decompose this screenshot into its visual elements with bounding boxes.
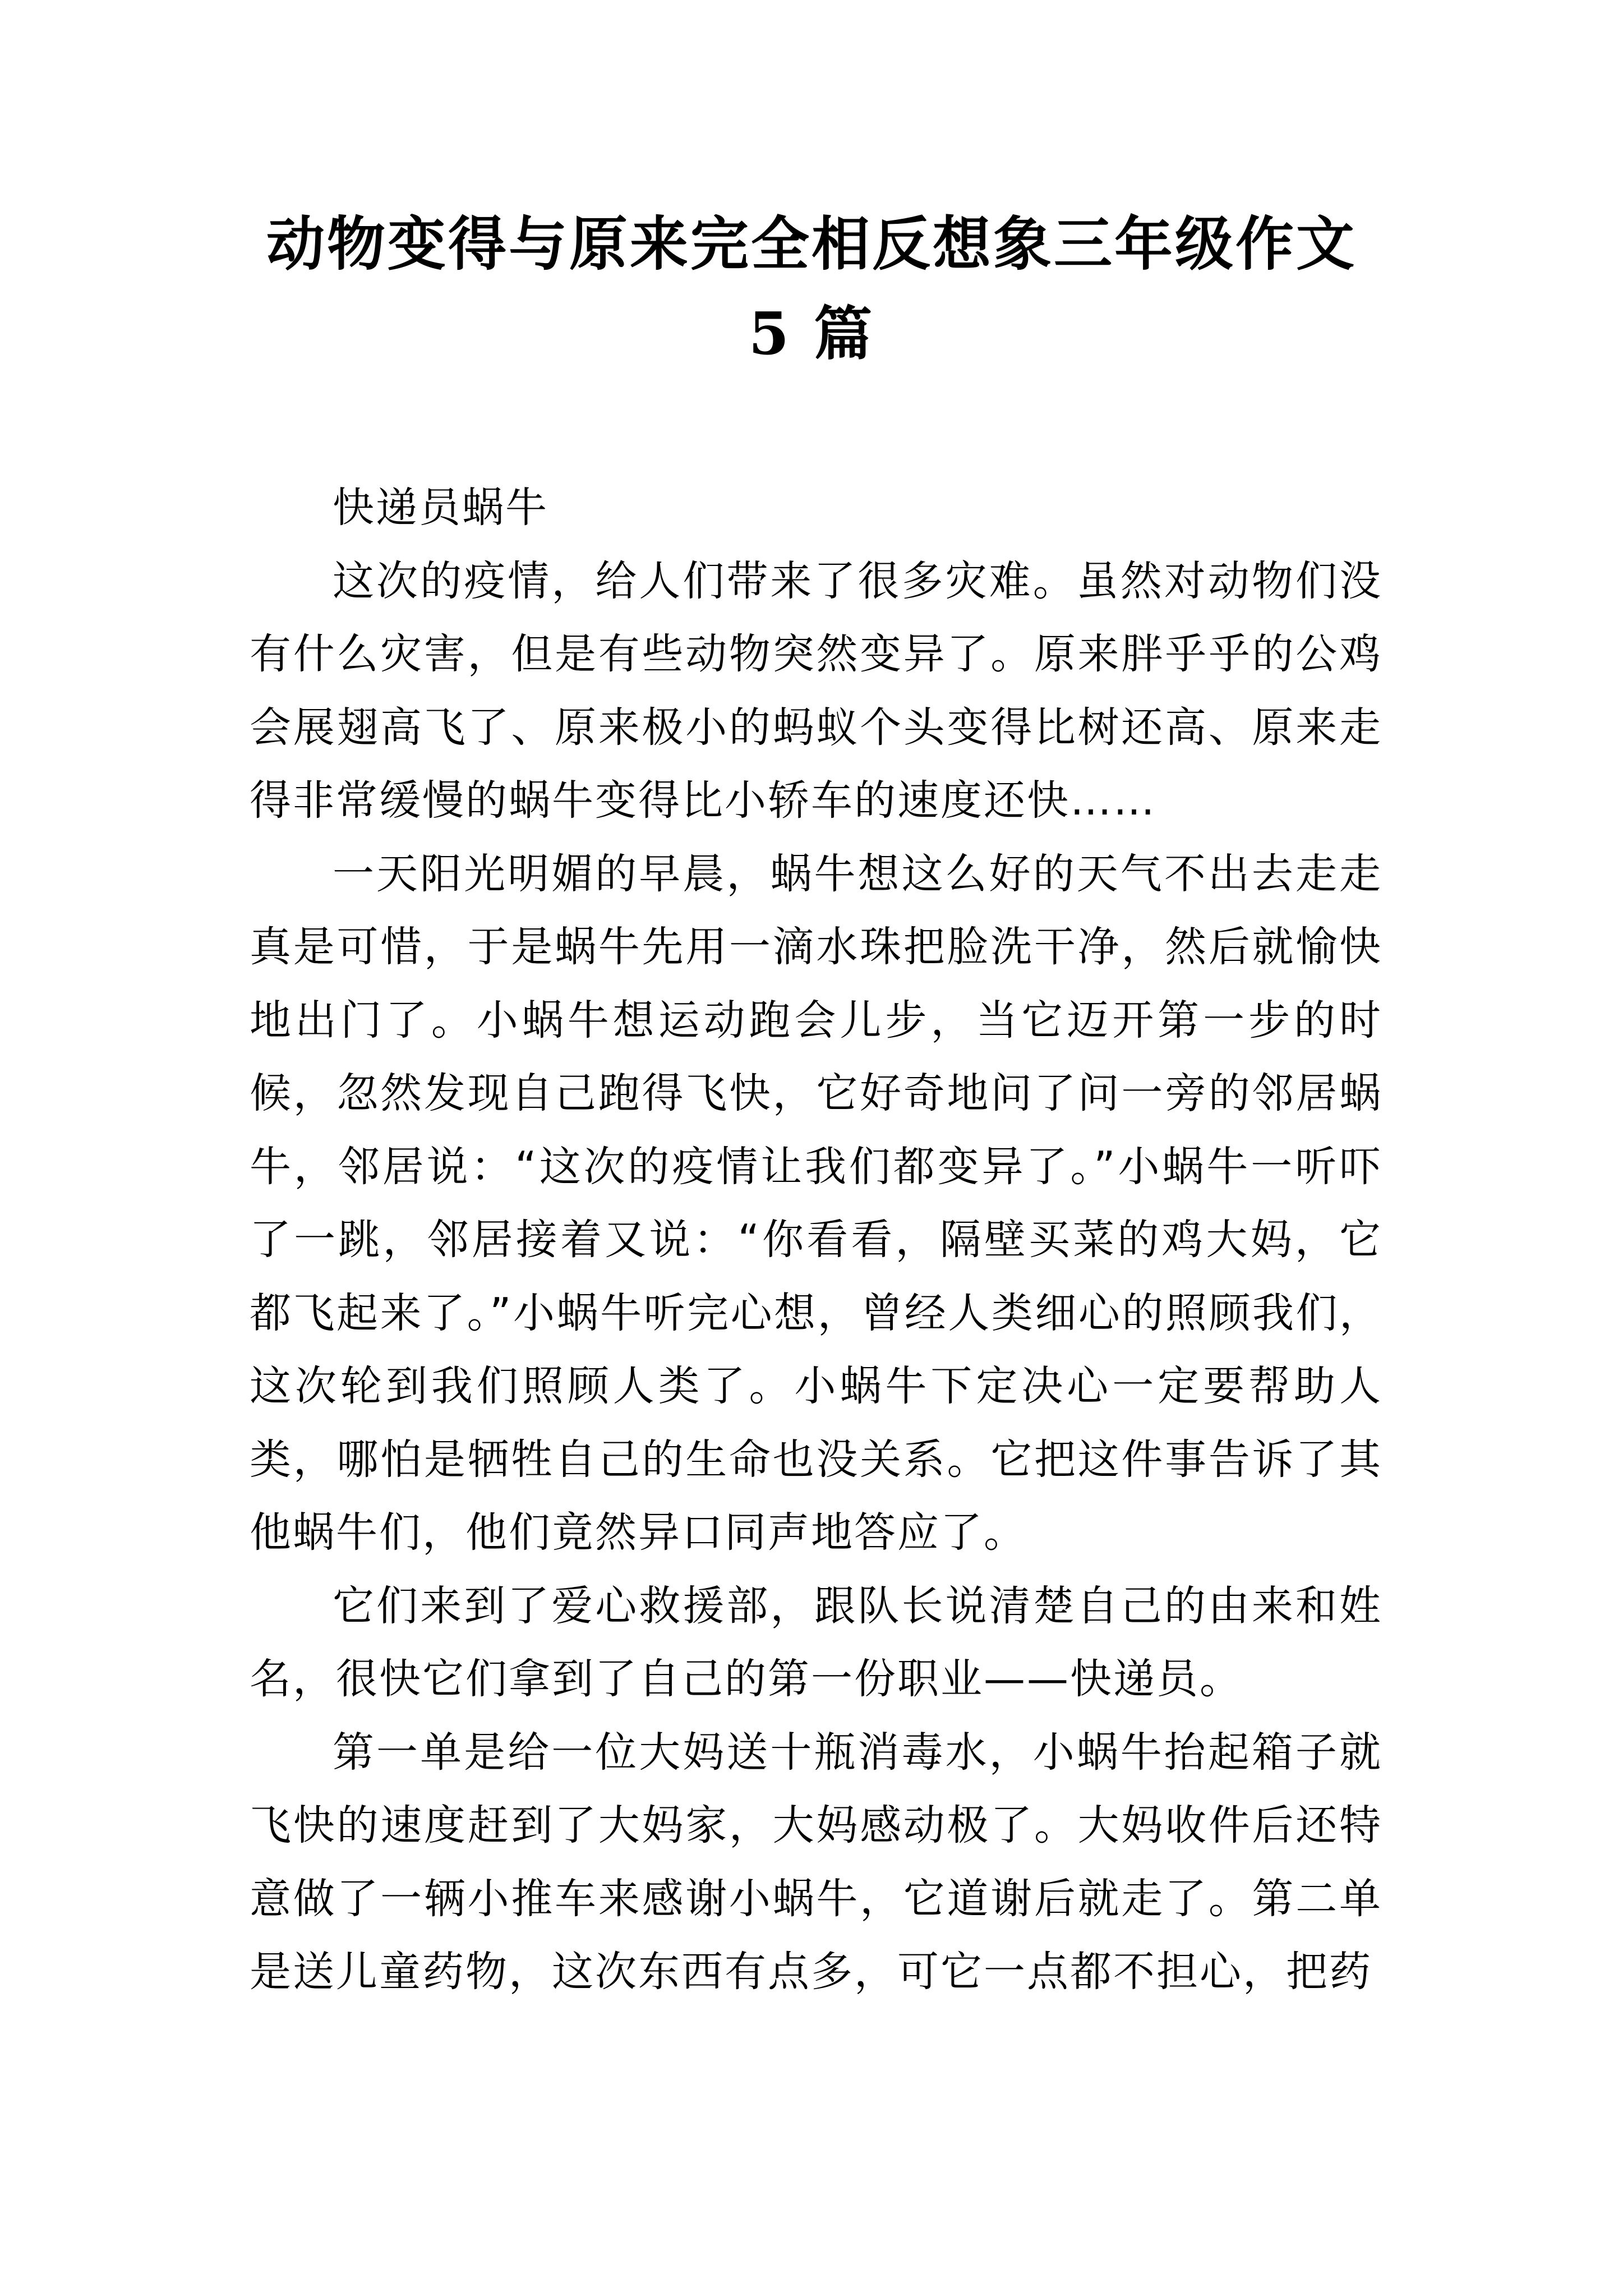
section-heading: 快递员蜗牛: [333, 484, 548, 532]
document-body: [250, 471, 1382, 2009]
title-line-2: 5 篇: [748, 299, 875, 368]
document-title: [236, 199, 1387, 379]
paragraph: 一天阳光明媚的早晨，蜗牛想这么好的天气不出去走走真是可惜，于是蜗牛先用一滴水珠把脸洗干净，然后就愉快地出门了。小蜗牛想运动跑会儿步，当它迈开第一步的时候，忽然发现自己跑得飞快，它好奇地问了问一旁的邻居蜗牛，邻居说：“这次的疫情让我们都变异了。”小蜗牛一听吓了一跳，邻居接着又说：“你看看，隔壁买菜的鸡大妈，它都飞起来了。”小蜗牛听完心想，曾经人类细心的照顾我们，这次轮到我们照顾人类了。小蜗牛下定决心一定要帮助人类，哪怕是牺牲自己的生命也没关系。它把这件事告诉了其他蜗牛们，他们竟然异口同声地答应了。: [250, 849, 1382, 1557]
title-line-1: 动物变得与原来完全相反想象三年级作文: [266, 209, 1357, 278]
paragraph: 它们来到了爱心救援部，跟队长说清楚自己的由来和姓名，很快它们拿到了自己的第一份职业——快递员。: [250, 1581, 1382, 1703]
paragraph: 第一单是给一位大妈送十瓶消毒水，小蜗牛抬起箱子就飞快的速度赶到了大妈家，大妈感动极了。大妈收件后还特意做了一辆小推车来感谢小蜗牛，它道谢后就走了。第二单是送儿童药物，这次东西有点多，可它一点都不担心，把药: [250, 1728, 1382, 1996]
paragraph: 这次的疫情，给人们带来了很多灾难。虽然对动物们没有什么灾害，但是有些动物突然变异了。原来胖乎乎的公鸡会展翅高飞了、原来极小的蚂蚁个头变得比树还高、原来走得非常缓慢的蜗牛变得比小轿车的速度还快……: [250, 556, 1382, 825]
